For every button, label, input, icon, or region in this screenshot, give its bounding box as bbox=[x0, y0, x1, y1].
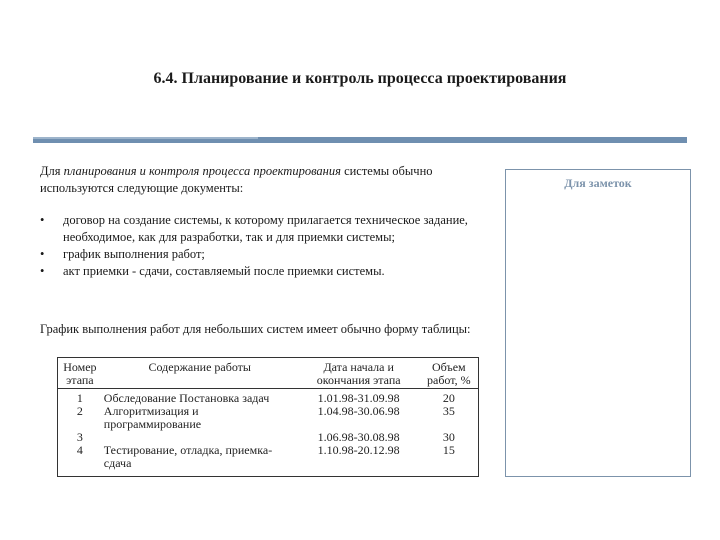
cell-dates: 1.10.98-20.12.98 bbox=[317, 443, 400, 457]
cell-work: Обследование Постановка задач bbox=[103, 391, 270, 405]
table-row bbox=[58, 389, 478, 406]
table-row bbox=[58, 405, 478, 431]
cell-dates: 1.04.98-30.06.98 bbox=[317, 404, 400, 418]
column-header-volume: Объем работ, % bbox=[420, 358, 478, 389]
intro-emphasis: планирования и контроля процесса проектирования bbox=[63, 164, 341, 178]
page-title: 6.4. Планирование и контроль процесса проектирования bbox=[153, 70, 567, 87]
table-row bbox=[58, 444, 478, 470]
table-header-row bbox=[58, 358, 478, 389]
column-header-work: Содержание работы bbox=[102, 358, 298, 389]
schedule-intro: График выполнения работ для небольших систем имеет обычно форму таблицы: bbox=[40, 322, 471, 336]
schedule-table bbox=[58, 358, 478, 470]
column-header-dates: Дата начала и окончания этапа bbox=[298, 358, 420, 389]
cell-dates: 1.01.98-31.09.98 bbox=[317, 391, 400, 405]
cell-number: 2 bbox=[76, 404, 83, 418]
cell-volume: 30 bbox=[442, 430, 455, 444]
intro-text-end: системы обычно используются следующие документы: bbox=[40, 164, 433, 195]
documents-list bbox=[40, 212, 500, 280]
cell-volume: 35 bbox=[442, 404, 455, 418]
intro-paragraph bbox=[40, 163, 500, 197]
column-header-number: Номер этапа bbox=[58, 358, 102, 389]
cell-dates: 1.06.98-30.08.98 bbox=[317, 430, 400, 444]
list-item: • акт приемки - сдачи, составляемый после приемки системы. bbox=[40, 263, 500, 280]
intro-text-start: Для bbox=[40, 164, 64, 178]
notes-title: Для заметок bbox=[564, 176, 632, 190]
schedule-table-frame bbox=[57, 357, 479, 477]
notes-box bbox=[505, 169, 691, 477]
cell-work: Тестирование, отладка, приемка-сдача bbox=[103, 443, 273, 470]
cell-volume: 15 bbox=[442, 443, 455, 457]
cell-number: 1 bbox=[76, 391, 83, 405]
cell-number: 3 bbox=[76, 430, 83, 444]
list-item: • график выполнения работ; bbox=[40, 246, 500, 263]
list-item: • договор на создание системы, к которому прилагается техническое задание, необходимое, как для разработки, так и для приемки системы; bbox=[40, 212, 500, 246]
cell-volume: 20 bbox=[442, 391, 455, 405]
cell-number: 4 bbox=[76, 443, 83, 457]
title-divider bbox=[33, 137, 687, 143]
cell-work: Алгоритмизация и программирование bbox=[103, 404, 202, 431]
